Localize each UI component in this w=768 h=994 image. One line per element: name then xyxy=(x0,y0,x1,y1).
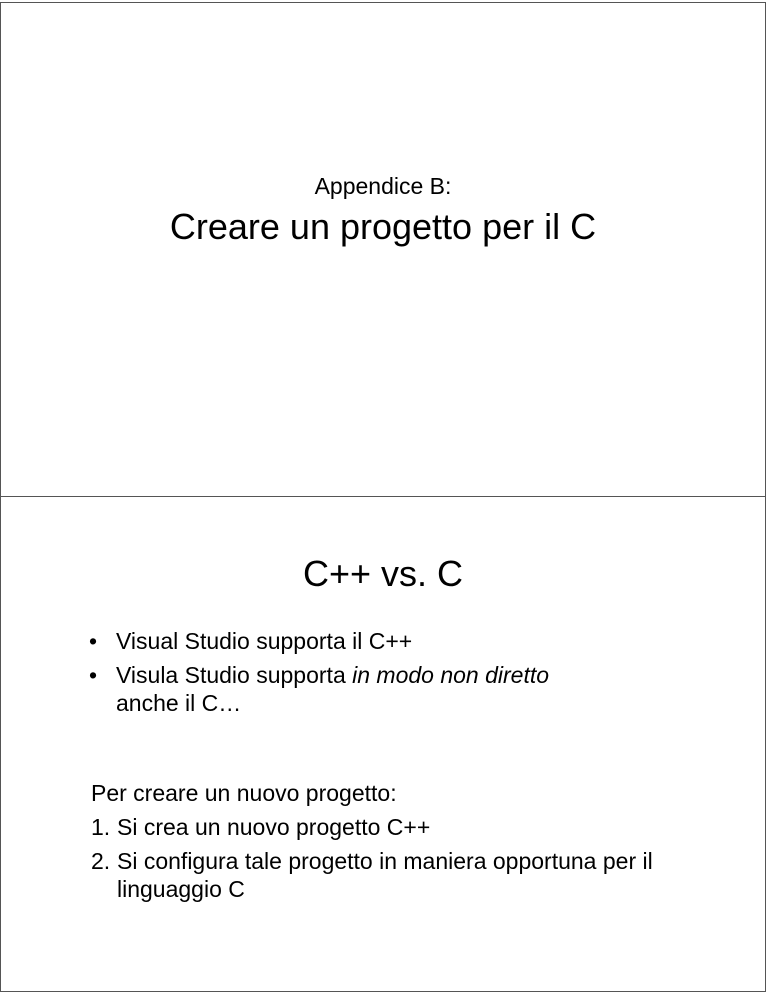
slide-1 xyxy=(0,2,766,498)
step-text: Si configura tale progetto in maniera opportuna per il linguaggio C xyxy=(117,848,653,902)
bullet-text: Visual Studio supporta il C++ xyxy=(116,628,413,654)
steps-list xyxy=(91,813,691,909)
bullet-item xyxy=(89,661,689,717)
slide-2 xyxy=(0,496,766,992)
step-number: 2. xyxy=(91,848,111,874)
bullet-item xyxy=(89,627,689,655)
bullet-text-continued: anche il C… xyxy=(116,690,242,716)
bullet-marker: • xyxy=(89,628,98,654)
step-item xyxy=(91,813,691,841)
slide-title: Creare un progetto per il C xyxy=(169,206,597,247)
bullet-text: Visula Studio supporta xyxy=(116,662,353,688)
intro-text: Per creare un nuovo progetto: xyxy=(91,780,397,806)
bullet-list xyxy=(89,627,689,723)
bullet-marker: • xyxy=(89,662,98,688)
slide-subtitle: Appendice B: xyxy=(314,173,452,199)
step-item xyxy=(91,847,691,903)
step-text: Si crea un nuovo progetto C++ xyxy=(117,814,431,840)
bullet-text-italic: in modo non diretto xyxy=(352,662,550,688)
step-number: 1. xyxy=(91,814,111,840)
slide-title: C++ vs. C xyxy=(302,553,464,594)
